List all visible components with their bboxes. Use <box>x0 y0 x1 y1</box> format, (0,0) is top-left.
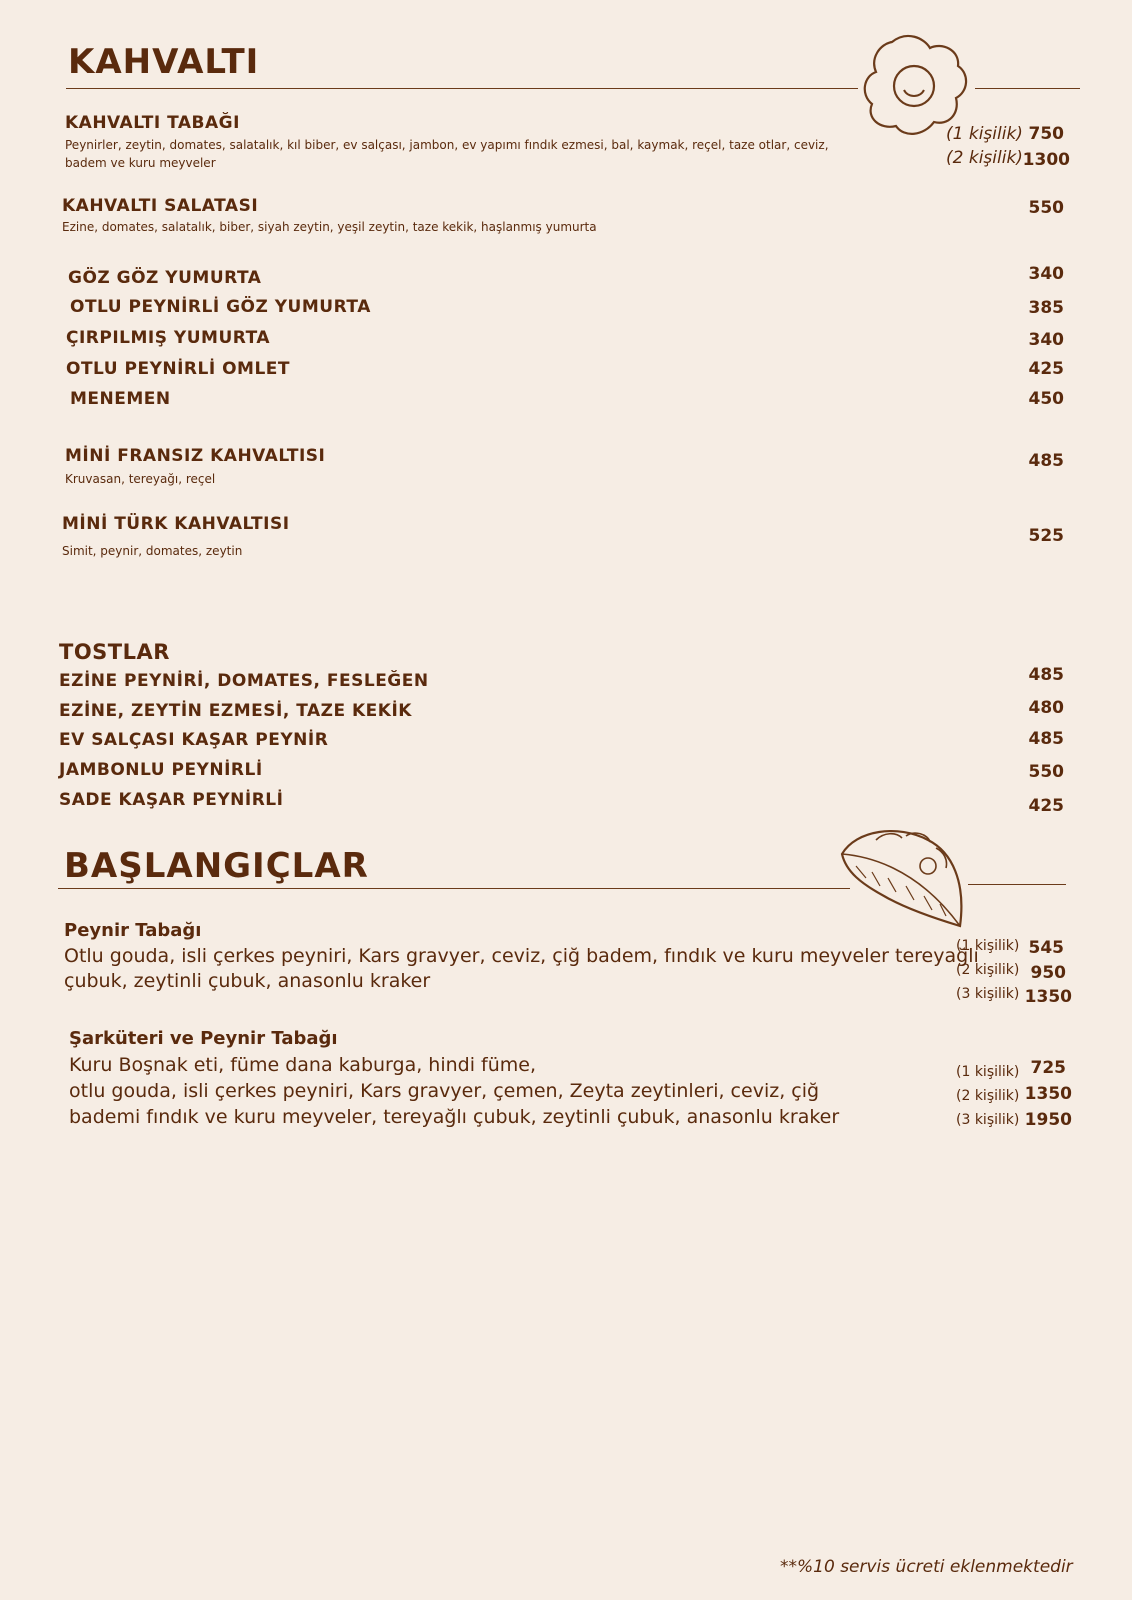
section-title-baslangiclar: BAŞLANGIÇLAR <box>64 846 369 886</box>
price: 1950 <box>1024 1110 1072 1130</box>
price: 550 <box>1028 762 1064 782</box>
price: 1350 <box>1024 1084 1072 1104</box>
item-kahvalti-tabagi-name: KAHVALTI TABAĞI <box>65 113 240 133</box>
portion-label: (1 kişilik) <box>956 938 1020 954</box>
price: 450 <box>1028 389 1064 409</box>
list-item-name: EZİNE, ZEYTİN EZMESİ, TAZE KEKİK <box>59 701 412 721</box>
portion-label: (1 kişilik) <box>956 1064 1020 1080</box>
list-item-name: OTLU PEYNİRLİ OMLET <box>66 359 291 379</box>
list-item-name: GÖZ GÖZ YUMURTA <box>68 268 262 288</box>
price: 525 <box>1028 526 1064 546</box>
item-kahvalti-salatasi-desc: Ezine, domates, salatalık, biber, siyah zeytin, yeşil zeytin, taze kekik, haşlanmış yumurta <box>62 220 597 234</box>
list-item-name: EV SALÇASI KAŞAR PEYNİR <box>59 730 329 750</box>
item-sarkuteri-desc: Kuru Boşnak eti, füme dana kaburga, hindi füme, <box>69 1054 537 1076</box>
list-item-name: OTLU PEYNİRLİ GÖZ YUMURTA <box>70 297 371 317</box>
list-item-name: EZİNE PEYNİRİ, DOMATES, FESLEĞEN <box>59 671 429 691</box>
price: 750 <box>1028 124 1064 144</box>
price: 950 <box>1030 963 1066 983</box>
portion-label: (2 kişilik) <box>956 962 1020 978</box>
price: 385 <box>1028 298 1064 318</box>
price: 425 <box>1028 359 1064 379</box>
item-mini-fransiz-desc: Kruvasan, tereyağı, reçel <box>65 472 216 486</box>
section-title-tostlar: TOSTLAR <box>59 640 170 664</box>
divider <box>58 888 850 889</box>
taco-icon <box>836 826 968 938</box>
divider <box>968 884 1066 885</box>
section-title-kahvalti: KAHVALTI <box>68 42 260 82</box>
item-peynir-tabagi-name: Peynir Tabağı <box>64 920 202 941</box>
portion-label: (2 kişilik) <box>946 148 1023 168</box>
price: 545 <box>1028 938 1064 958</box>
price: 485 <box>1028 665 1064 685</box>
portion-label: (2 kişilik) <box>956 1088 1020 1104</box>
item-mini-turk-name: MİNİ TÜRK KAHVALTISI <box>62 514 290 534</box>
price: 725 <box>1030 1058 1066 1078</box>
portion-label: (3 kişilik) <box>956 986 1020 1002</box>
divider <box>66 88 858 89</box>
item-kahvalti-salatasi-name: KAHVALTI SALATASI <box>62 196 259 216</box>
item-sarkuteri-name: Şarküteri ve Peynir Tabağı <box>69 1028 338 1049</box>
item-sarkuteri-desc: otlu gouda, isli çerkes peyniri, Kars gravyer, çemen, Zeyta zeytinleri, ceviz, çiğ <box>69 1080 820 1102</box>
price: 425 <box>1028 796 1064 816</box>
list-item-name: JAMBONLU PEYNİRLİ <box>59 760 263 780</box>
item-sarkuteri-desc: bademi fındık ve kuru meyveler, tereyağlı çubuk, zeytinli çubuk, anasonlu kraker <box>69 1106 840 1128</box>
price: 340 <box>1028 330 1064 350</box>
price: 1300 <box>1022 150 1070 170</box>
item-mini-turk-desc: Simit, peynir, domates, zeytin <box>62 544 243 558</box>
list-item-name: SADE KAŞAR PEYNİRLİ <box>59 790 284 810</box>
item-peynir-tabagi-desc: Otlu gouda, isli çerkes peyniri, Kars gravyer, ceviz, çiğ badem, fındık ve kuru meyveler tereyağlı <box>64 945 979 967</box>
price: 550 <box>1028 198 1064 218</box>
price: 340 <box>1028 264 1064 284</box>
divider <box>975 88 1080 89</box>
price: 485 <box>1028 451 1064 471</box>
list-item-name: MENEMEN <box>70 389 171 409</box>
portion-label: (1 kişilik) <box>946 124 1023 144</box>
item-peynir-tabagi-desc: çubuk, zeytinli çubuk, anasonlu kraker <box>64 970 431 992</box>
price: 1350 <box>1024 987 1072 1007</box>
item-mini-fransiz-name: MİNİ FRANSIZ KAHVALTISI <box>65 446 326 466</box>
item-kahvalti-tabagi-desc: Peynirler, zeytin, domates, salatalık, kıl biber, ev salçası, jambon, ev yapımı fındık ezmesi, bal, kaymak, reçel, taze otlar, ceviz, badem ve kuru meyveler <box>65 138 829 170</box>
price: 485 <box>1028 729 1064 749</box>
list-item-name: ÇIRPILMIŞ YUMURTA <box>66 328 271 348</box>
portion-label: (3 kişilik) <box>956 1112 1020 1128</box>
service-charge-note: **%10 servis ücreti eklenmektedir <box>780 1557 1073 1577</box>
price: 480 <box>1028 698 1064 718</box>
